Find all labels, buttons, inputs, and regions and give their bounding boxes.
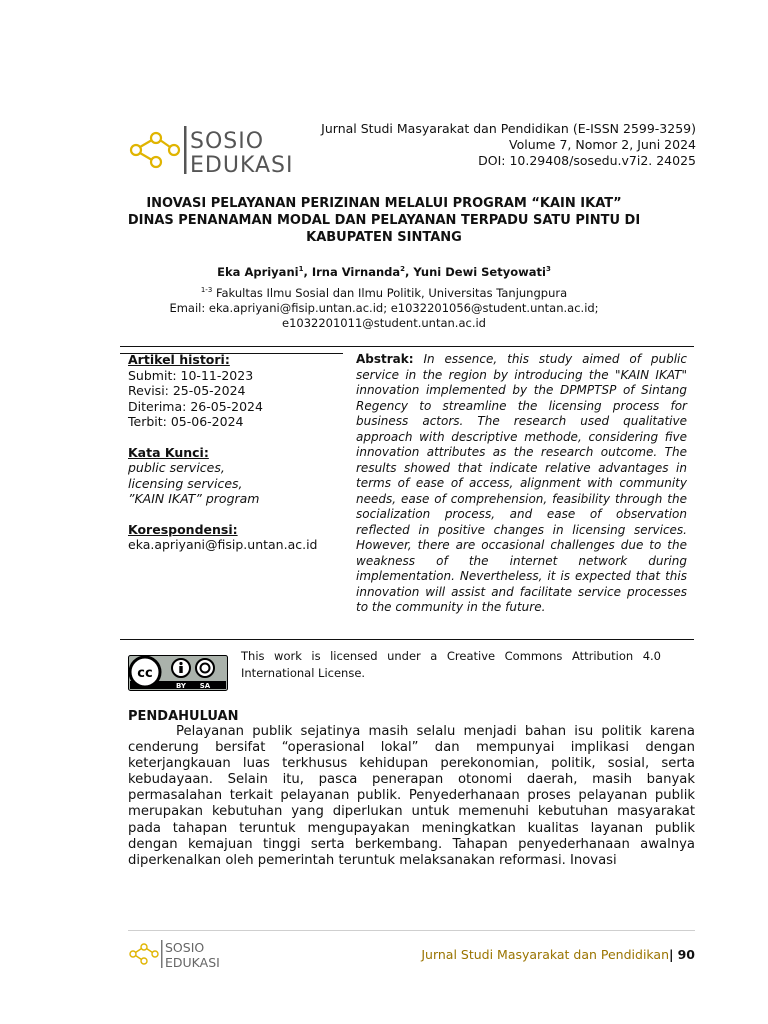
title-line-3: KABUPATEN SINTANG bbox=[306, 230, 462, 245]
affiliation: Fakultas Ilmu Sosial dan Ilmu Politik, Universitas Tanjungpura bbox=[215, 286, 568, 300]
journal-logo bbox=[128, 124, 318, 176]
journal-doi: DOI: 10.29408/sosedu.v7i2. 24025 bbox=[478, 153, 696, 168]
article-title bbox=[100, 195, 668, 246]
attribution-icon bbox=[172, 659, 190, 677]
keyword: ”KAIN IKAT” program bbox=[128, 491, 260, 506]
journal-volume: Volume 7, Nomor 2, Juni 2024 bbox=[509, 137, 696, 152]
footer-separator: | bbox=[669, 947, 674, 962]
section-heading: PENDAHULUAN bbox=[128, 709, 239, 724]
footer-journal-name: Jurnal Studi Masyarakat dan Pendidikan bbox=[421, 947, 670, 962]
affiliation-sup: 1-3 bbox=[200, 286, 213, 295]
sa-label: SA bbox=[199, 682, 211, 690]
molecule-icon bbox=[130, 944, 158, 964]
logo-text-bottom: EDUKASI bbox=[190, 153, 294, 176]
history-heading: Artikel histori: bbox=[128, 352, 230, 367]
running-footer bbox=[421, 947, 695, 962]
title-line-2: DINAS PENANAMAN MODAL DAN PELAYANAN TERPADU SATU PINTU DI bbox=[127, 213, 641, 228]
cc-by-sa-badge[interactable] bbox=[128, 655, 228, 691]
keyword: licensing services, bbox=[128, 475, 243, 491]
author-sup: 3 bbox=[545, 265, 551, 274]
footer-logo bbox=[128, 939, 238, 969]
author-emails: Email: eka.apriyani@fisip.untan.ac.id; e1032201056@student.untan.ac.id; bbox=[169, 301, 599, 315]
author-name: Eka Apriyani bbox=[217, 265, 299, 279]
author-sup: 1 bbox=[298, 265, 304, 274]
author-list: Eka Apriyani$^1$, Irna Virnanda$^2$, Yuni Dewi Setyowati$^3$ bbox=[217, 265, 551, 279]
affiliation-block bbox=[100, 286, 668, 331]
paragraph: Pelayanan publik sejatinya masih selalu menjadi bahan isu politik karena cenderung bersifat “operasional lokal” dan mempunyai implikasi dengan keterjangkauan luas terkhusus kehidupan perekonomian, politik, sosial, serta kebudayaan. Selain itu, pasca penerapan otonomi daerah, masih banyak permasalahan terkait pelayanan publik. Penyederhanaan proses pelayanan publik merupakan kebutuhan yang diperlukan untuk memenuhi kebutuhan masyarakat pada tahapan teruntuk mengupayakan meningkatkan kualitas layanan publik dengan kemajuan tinggi serta berkembang. Tahapan penyederhanaan awalnya diperkenalkan oleh pemerintah teruntuk melaksanakan reformasi. Inovasi bbox=[128, 724, 695, 868]
molecule-icon bbox=[131, 133, 179, 167]
bottom-rule bbox=[120, 639, 694, 640]
footer-logo-bottom: EDUKASI bbox=[165, 955, 220, 969]
title-line-1: INOVASI PELAYANAN PERIZINAN MELALUI PROGRAM “KAIN IKAT” bbox=[146, 196, 622, 211]
page-number: 90 bbox=[677, 947, 695, 962]
author-emails-cont: e1032201011@student.untan.ac.id bbox=[282, 316, 486, 330]
author-sup: 2 bbox=[400, 265, 406, 274]
journal-info bbox=[321, 121, 696, 169]
body-text bbox=[128, 724, 695, 869]
license-text: This work is licensed under a Creative Commons Attribution 4.0 International License. bbox=[241, 649, 661, 680]
abstract-text: In essence, this study aimed of public service in the region by introducing the "KAIN IKAT" innovation implemented by the DPMPTSP of Sintang Regency to streamline the licensing process for business actors. The research used qualitative approach with descriptive methode, considering five innovation attributes as the research outcome. The results showed that indicate relative advantages in terms of ease of access, alignment with community needs, ease of comprehension, feasibility through the socialization process, and ease of observation reflected in positive changes in licensing services. However, there are occasional challenges due to the weakness of the internet network during implementation. Nevertheless, it is expected that this innovation will assist and facilitate service processes to the community in the future. bbox=[356, 352, 687, 614]
footer-logo-top: SOSIO bbox=[165, 940, 205, 955]
correspondence-email: eka.apriyani@fisip.untan.ac.id bbox=[128, 537, 318, 552]
article-meta bbox=[128, 352, 343, 553]
accepted-date: Diterima: 26-05-2024 bbox=[128, 398, 263, 414]
keyword: public services, bbox=[128, 460, 225, 475]
svg-text:cc: cc bbox=[137, 666, 153, 681]
by-label: BY bbox=[175, 682, 187, 690]
submit-date: Submit: 10-11-2023 bbox=[128, 367, 254, 383]
author-name: Yuni Dewi Setyowati bbox=[413, 265, 546, 279]
published-date: Terbit: 05-06-2024 bbox=[128, 414, 244, 429]
revision-date: Revisi: 25-05-2024 bbox=[128, 383, 246, 398]
keywords-heading: Kata Kunci: bbox=[128, 444, 209, 460]
cc-icon bbox=[130, 657, 160, 687]
share-alike-icon bbox=[196, 659, 214, 677]
logo-text-top: SOSIO bbox=[190, 129, 265, 154]
correspondence-heading: Korespondensi: bbox=[128, 521, 238, 537]
author-name: Irna Virnanda bbox=[311, 265, 401, 279]
abstract-label: Abstrak: bbox=[356, 352, 414, 366]
top-rule bbox=[120, 346, 694, 347]
abstract bbox=[356, 352, 687, 616]
journal-name: Jurnal Studi Masyarakat dan Pendidikan (E-ISSN 2599-3259) bbox=[321, 121, 696, 136]
footer-rule bbox=[128, 930, 695, 931]
